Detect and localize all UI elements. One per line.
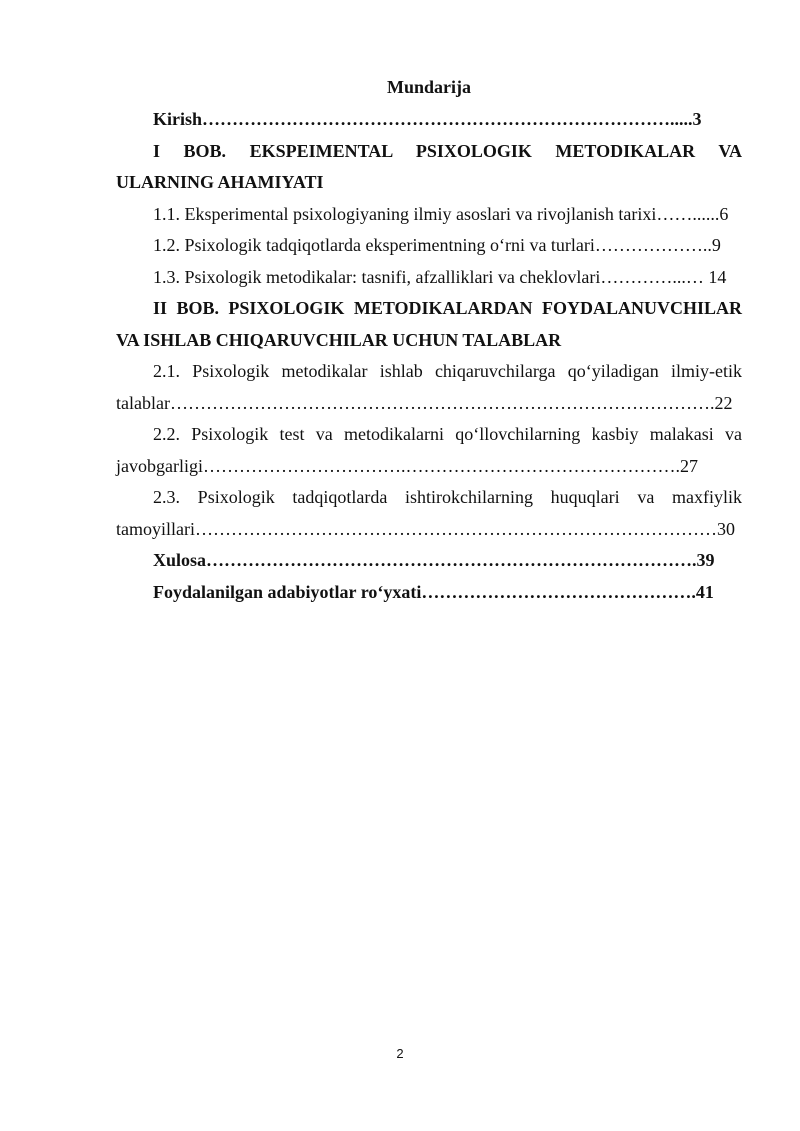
toc-entry-2-1[interactable]: 2.1. Psixologik metodikalar ishlab chiqaruvchilarga qo‘yiladigan ilmiy-etik talablar……………………………………………………………………………….22	[116, 361, 742, 413]
toc-entry-2-2[interactable]: 2.2. Psixologik test va metodikalarni qo‘llovchilarning kasbiy malakasi va javobgarligi…………………………….……………………………………….27	[116, 424, 742, 476]
toc-entry-1-1[interactable]: 1.1. Eksperimental psixologiyaning ilmiy asoslari va rivojlanish tarixi……......6	[153, 203, 729, 224]
toc-title: Mundarija	[386, 77, 471, 97]
toc-entry-chapter-1[interactable]: I BOB. EKSPEIMENTAL PSIXOLOGIK METODIKALAR VA ULARNING AHAMIYATI	[116, 140, 742, 192]
page-number: 2	[396, 1046, 404, 1061]
toc-entry-references[interactable]: Foydalanilgan adabiyotlar ro‘yxati……………………………………….41	[153, 581, 714, 602]
toc-entry-2-3[interactable]: 2.3. Psixologik tadqiqotlarda ishtirokchilarning huquqlari va maxfiylik tamoyillari……………………………………………………………………………30	[116, 487, 742, 539]
table-of-contents	[116, 104, 742, 608]
toc-entry-kirish[interactable]: Kirish…………………………………………………………………….....3	[153, 109, 702, 129]
toc-entry-chapter-2[interactable]: II BOB. PSIXOLOGIK METODIKALARDAN FOYDALANUVCHILAR VA ISHLAB CHIQARUVCHILAR UCHUN TALABLAR	[116, 298, 742, 350]
toc-entry-1-3[interactable]: 1.3. Psixologik metodikalar: tasnifi, afzalliklari va cheklovlari…………...… 14	[153, 266, 727, 287]
toc-entry-xulosa[interactable]: Xulosa……………………………………………………………………….39	[153, 550, 715, 570]
toc-entry-1-2[interactable]: 1.2. Psixologik tadqiqotlarda eksperimentning o‘rni va turlari………………..9	[153, 235, 721, 255]
